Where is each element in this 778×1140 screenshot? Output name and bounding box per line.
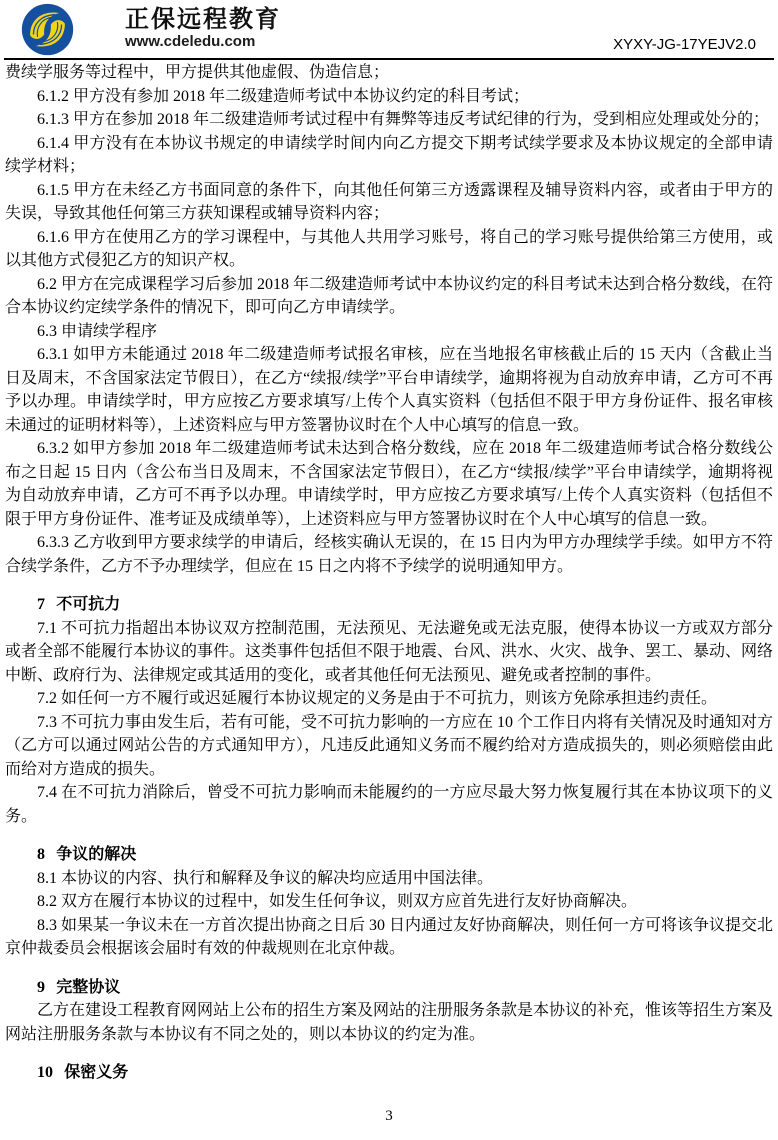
paragraph: 费续学服务等过程中，甲方提供其他虚假、伪造信息； (5, 64, 390, 81)
paragraph: 6.1.6 甲方在使用乙方的学习课程中，与其他人共用学习账号，将自己的学习账号提供给第三方使用，或以其他方式侵犯乙方的知识产权。 (5, 228, 773, 269)
section-number: 9 (37, 978, 45, 996)
paragraph: 7.4 在不可抗力消除后，曾受不可抗力影响而未能履约的一方应尽最大努力恢复履行其在本协议项下的义务。 (5, 784, 773, 825)
document-body (5, 61, 773, 1085)
section-number: 10 (37, 1064, 53, 1081)
paragraph: 6.3.3 乙方收到甲方要求续学的申请后，经核实确认无误的，在 15 日内为甲方办理续学手续。如甲方不符合续学条件，乙方不予办理续学，但应在 15 日之内将不予续学的说明通知甲方。 (5, 534, 773, 575)
paragraph: 6.2 甲方在完成课程学习后参加 2018 年二级建造师考试中本协议约定的科目考试未达到合格分数线，在符合本协议约定续学条件的情况下，即可向乙方申请续学。 (5, 275, 774, 316)
paragraph: 7.2 如任何一方不履行或迟延履行本协议规定的义务是由于不可抗力，则该方免除承担违约责任。 (37, 690, 718, 707)
section-heading (5, 976, 773, 1000)
page-header (0, 0, 778, 58)
brand-logo (21, 3, 115, 56)
section-number: 8 (37, 846, 45, 863)
paragraph: 6.1.3 甲方在参加 2018 年二级建造师考试过程中有舞弊等违反考试纪律的行为，受到相应处理或处分的； (37, 111, 770, 128)
brand-url: www.cdeledu.com (125, 33, 256, 50)
paragraph: 6.1.2 甲方没有参加 2018 年二级建造师考试中本协议约定的科目考试； (37, 87, 530, 105)
document-code: XYXY-JG-17YEJV2.0 (613, 36, 756, 53)
paragraph: 8.3 如果某一争议未在一方首次提出协商之日后 30 日内通过友好协商解决，则任何一方可将该争议提交北京仲裁委员会根据该会届时有效的仲裁规则在北京仲裁。 (5, 916, 774, 957)
section-heading (5, 1061, 773, 1085)
section-title: 保密义务 (64, 1064, 129, 1081)
paragraph: 8.1 本协议的内容、执行和解释及争议的解决均应适用中国法律。 (37, 869, 494, 887)
swirl-globe-icon (21, 3, 74, 56)
brand-text (125, 6, 281, 51)
paragraph: 6.3.2 如甲方参加 2018 年二级建造师考试未达到合格分数线，应在 2018 年二级建造师考试合格分数线公布之日起 15 日内（含公布当日及周末，不含国家法定节假日），在乙方“续报/续学”平台申请续学，逾期将视为自动放弃申请，乙方可不再予以办理。申请续学时，甲方应按乙方要求填写/上传个人真实资料（包括但不限于甲方身份证件、准考证及成绩单等），上述资料应与甲方签署协议时在个人中心填写的信息一致。 (5, 440, 773, 528)
paragraph: 6.1.4 甲方没有在本协议书规定的申请续学时间内向乙方提交下期考试续学要求及本协议规定的全部申请续学材料； (5, 134, 773, 175)
section-title: 争议的解决 (56, 846, 137, 863)
section-title: 完整协议 (56, 978, 121, 996)
paragraph: 8.2 双方在履行本协议的过程中，如发生任何争议，则双方应首先进行友好协商解决。 (37, 893, 638, 910)
paragraph: 6.1.5 甲方在未经乙方书面同意的条件下，向其他任何第三方透露课程及辅导资料内容，或者由于甲方的失误，导致其他任何第三方获知课程或辅导资料内容； (5, 181, 773, 222)
brand-name: 正保远程教育 (125, 6, 281, 33)
paragraph: 7.1 不可抗力指超出本协议双方控制范围，无法预见、无法避免或无法克服，使得本协议一方或双方部分或者全部不能履行本协议的事件。这类事件包括但不限于地震、台风、洪水、火灾、战争、罢工、暴动、网络中断、政府行为、法律规定或其适用的变化，或者其他任何无法预见、避免或者控制的事件。 (5, 619, 774, 684)
paragraph: 6.3.1 如甲方未能通过 2018 年二级建造师考试报名审核，应在当地报名审核截止后的 15 天内（含截止当日及周末，不含国家法定节假日），在乙方“续报/续学”平台申请续学，逾期将视为自动放弃申请，乙方可不再予以办理。申请续学时，甲方应按乙方要求填写/上传个人真实资料（包括但不限于甲方身份证件、报名审核未通过的证明材料等），上述资料应与甲方签署协议时在个人中心填写的信息一致。 (5, 346, 773, 434)
paragraph: 7.3 不可抗力事由发生后，若有可能，受不可抗力影响的一方应在 10 个工作日内将有关情况及时通知对方（乙方可以通过网站公告的方式通知甲方），凡违反此通知义务而不履约给对方造成损失的，则必须赔偿由此而给对方造成的损失。 (5, 713, 774, 778)
section-number: 7 (37, 596, 45, 613)
section-title: 不可抗力 (56, 596, 121, 613)
paragraph: 乙方在建设工程教育网网站上公布的招生方案及网站的注册服务条款是本协议的补充，惟该等招生方案及网站注册服务条款与本协议有不同之处的，则以本协议的约定为准。 (5, 1002, 774, 1043)
section-heading (5, 843, 773, 867)
page-number: 3 (385, 1108, 393, 1124)
paragraph: 6.3 申请续学程序 (37, 322, 158, 340)
header-divider (4, 58, 774, 60)
section-heading (5, 593, 773, 617)
